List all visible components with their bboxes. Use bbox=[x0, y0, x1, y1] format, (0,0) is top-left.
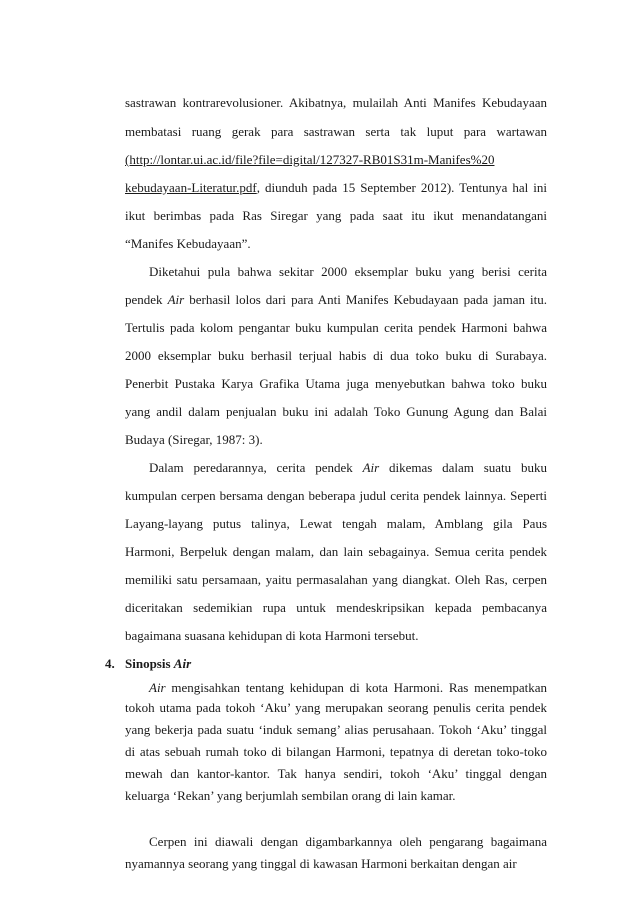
text-line: Diketahui pula bahwa sekitar 2000 eksemplar buku yang berisi cerita bbox=[149, 264, 547, 279]
text-line: diceritakan sedemikian rupa untuk mendeskripsikan kepada pembacanya bbox=[125, 600, 547, 615]
section-title-italic: Air bbox=[173, 656, 192, 671]
text-line: nyamannya seorang yang tinggal di kawasan Harmoni berkaitan dengan air bbox=[125, 856, 517, 871]
text-line: mewah dan kantor-kantor. Tak hanya sendiri, tokoh ‘Aku’ tinggal dengan bbox=[125, 766, 547, 781]
italic-title: Air bbox=[362, 460, 380, 475]
text-line: Budaya (Siregar, 1987: 3). bbox=[125, 432, 263, 447]
text-line: “Manifes Kebudayaan”. bbox=[125, 236, 251, 251]
text-line: Cerpen ini diawali dengan digambarkannya oleh pengarang bagaimana bbox=[149, 834, 547, 849]
text-line: tokoh utama pada tokoh ‘Aku’ yang merupakan seorang penulis cerita pendek bbox=[125, 700, 547, 715]
text-line: ikut berimbas pada Ras Siregar yang pada saat itu ikut menandatangani bbox=[125, 208, 547, 223]
text-line: keluarga ‘Rekan’ yang berjumlah sembilan orang di lain kamar. bbox=[125, 788, 456, 803]
italic-title: Air bbox=[149, 680, 166, 695]
text-line bbox=[149, 460, 547, 476]
text-span: dikemas dalam suatu buku bbox=[379, 460, 547, 475]
text-line: Tertulis pada kolom pengantar buku kumpulan cerita pendek Harmoni bahwa bbox=[125, 320, 547, 335]
text-line: yang bekerja pada suatu ‘induk semang’ alias perusahaan. Tokoh ‘Aku’ tinggal bbox=[125, 722, 547, 737]
text-span: mengisahkan tentang kehidupan di kota Harmoni. Ras menempatkan bbox=[165, 680, 547, 695]
text-line: memiliki satu persamaan, yaitu permasalahan yang diangkat. Oleh Ras, cerpen bbox=[125, 572, 547, 587]
text-line: kumpulan cerpen bersama dengan beberapa judul cerita pendek lainnya. Seperti bbox=[125, 488, 547, 503]
text-line bbox=[125, 180, 547, 196]
text-line: bagaimana suasana kehidupan di kota Harmoni tersebut. bbox=[125, 628, 419, 643]
section-number: 4. bbox=[105, 656, 115, 671]
text-line: di atas sebuah rumah toko di bilangan Harmoni, tepatnya di deretan toko-toko bbox=[125, 744, 547, 759]
text-line: Layang-layang putus talinya, Lewat tengah malam, Amblang gila Paus bbox=[125, 516, 547, 531]
text-span: , diunduh pada 15 September 2012). Tentunya hal ini bbox=[256, 180, 547, 195]
text-line bbox=[125, 152, 547, 168]
url-link[interactable]: (http://lontar.ui.ac.id/file?file=digital/127327-RB01S31m-Manifes%20 bbox=[125, 152, 495, 167]
text-span: pendek bbox=[125, 292, 168, 307]
text-line bbox=[149, 680, 547, 696]
text-span: berhasil lolos dari para Anti Manifes Kebudayaan pada jaman itu. bbox=[184, 292, 547, 307]
section-title: Sinopsis bbox=[125, 656, 174, 671]
text-span: Dalam peredarannya, cerita pendek bbox=[149, 460, 363, 475]
text-line: membatasi ruang gerak para sastrawan serta tak luput para wartawan bbox=[125, 124, 547, 139]
italic-title: Air bbox=[167, 292, 185, 307]
text-line: 2000 eksemplar buku berhasil terjual habis di dua toko buku di Surabaya. bbox=[125, 348, 547, 363]
url-link[interactable]: kebudayaan-Literatur.pdf bbox=[125, 180, 257, 195]
text-line bbox=[125, 292, 547, 308]
text-line: Harmoni, Berpeluk dengan malam, dan lain sebagainya. Semua cerita pendek bbox=[125, 544, 547, 559]
text-line: yang andil dalam penjualan buku ini adalah Toko Gunung Agung dan Balai bbox=[125, 404, 547, 419]
section-heading bbox=[105, 656, 191, 672]
text-line: sastrawan kontrarevolusioner. Akibatnya, mulailah Anti Manifes Kebudayaan bbox=[125, 95, 547, 110]
text-line: Penerbit Pustaka Karya Grafika Utama juga menyebutkan bahwa toko buku bbox=[125, 376, 547, 391]
